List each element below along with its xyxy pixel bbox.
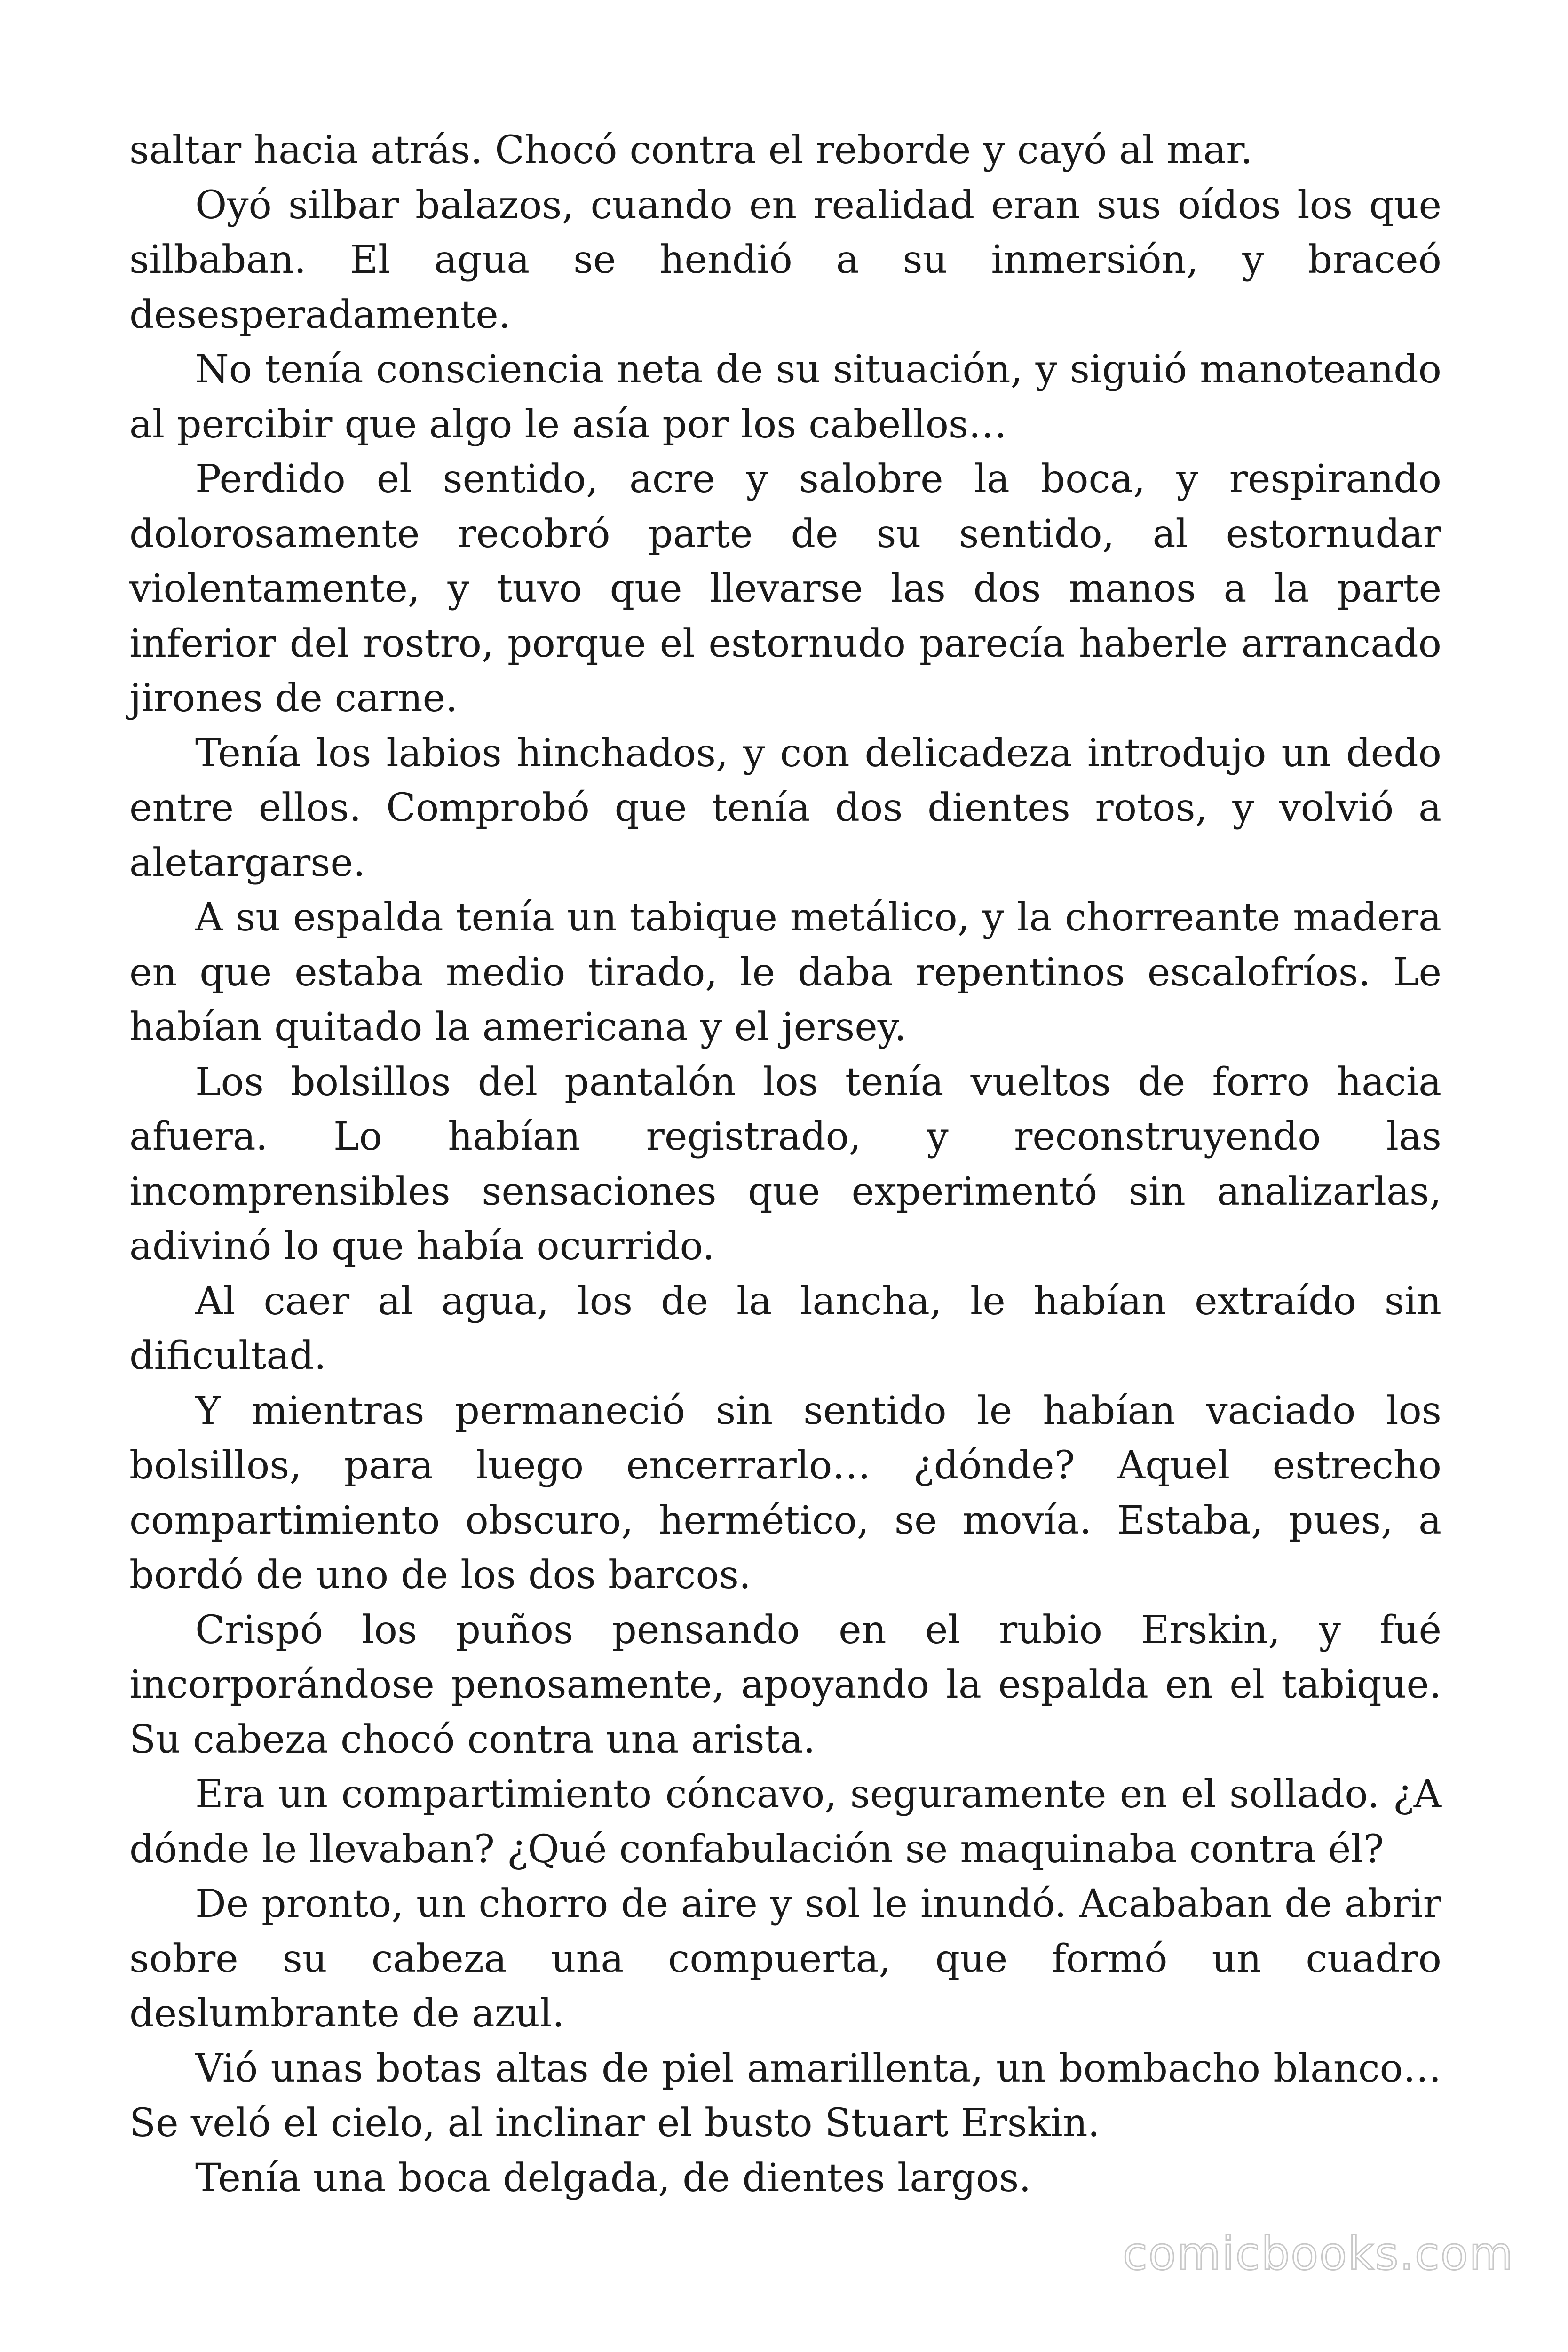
paragraph-11: Era un compartimiento cóncavo, seguramente en el sollado. ¿A dónde le llevaban? ¿Qué confabulación se maquinaba contra él? <box>129 1772 1441 1872</box>
paragraph-1: saltar hacia atrás. Chocó contra el reborde y cayó al mar. <box>129 128 1253 173</box>
paragraph-4: Perdido el sentido, acre y salobre la boca, y respirando dolorosamente recobró parte de su sentido, al estornudar violentamente, y tuvo que llevarse las dos manos a la parte inferior del rostro, porque el estornudo parecía haberle arrancado jirones de carne. <box>129 457 1441 721</box>
paragraph-8: Al caer al agua, los de la lancha, le habían extraído sin dificultad. <box>129 1279 1441 1378</box>
paragraph-6: A su espalda tenía un tabique metálico, y la chorreante madera en que estaba medio tirado, le daba repentinos escalofríos. Le habían quitado la americana y el jersey. <box>129 895 1441 1049</box>
paragraph-14: Tenía una boca delgada, de dientes largos. <box>195 2155 1031 2201</box>
paragraph-12: De pronto, un chorro de aire y sol le inundó. Acababan de abrir sobre su cabeza una compuerta, que formó un cuadro deslumbrante de azul. <box>129 1882 1441 2036</box>
paragraph-10: Crispó los puños pensando en el rubio Erskin, y fué incorporándose penosamente, apoyando la espalda en el tabique. Su cabeza chocó contra una arista. <box>129 1607 1441 1762</box>
paragraph-9: Y mientras permaneció sin sentido le habían vaciado los bolsillos, para luego encerrarlo… ¿dónde? Aquel estrecho compartimiento obscuro, hermético, se movía. Estaba, pues, a bordó de uno de los dos barcos. <box>129 1388 1441 1597</box>
watermark: comicbooks.com <box>1122 2227 1514 2280</box>
paragraph-2: Oyó silbar balazos, cuando en realidad eran sus oídos los que silbaban. El agua se hendió a su inmersión, y braceó desesperadamente. <box>129 183 1441 337</box>
paragraph-13: Vió unas botas altas de piel amarillenta, un bombacho blanco… Se veló el cielo, al inclinar el busto Stuart Erskin. <box>129 2046 1441 2145</box>
page-text <box>129 123 1441 2206</box>
paragraph-7: Los bolsillos del pantalón los tenía vueltos de forro hacia afuera. Lo habían registrado, y reconstruyendo las incomprensibles sensaciones que experimentó sin analizarlas, adivinó lo que había ocurrido. <box>129 1059 1441 1269</box>
paragraph-3: No tenía consciencia neta de su situación, y siguió manoteando al percibir que algo le asía por los cabellos… <box>129 347 1441 447</box>
paragraph-5: Tenía los labios hinchados, y con delicadeza introdujo un dedo entre ellos. Comprobó que tenía dos dientes rotos, y volvió a aletargarse. <box>129 731 1441 885</box>
